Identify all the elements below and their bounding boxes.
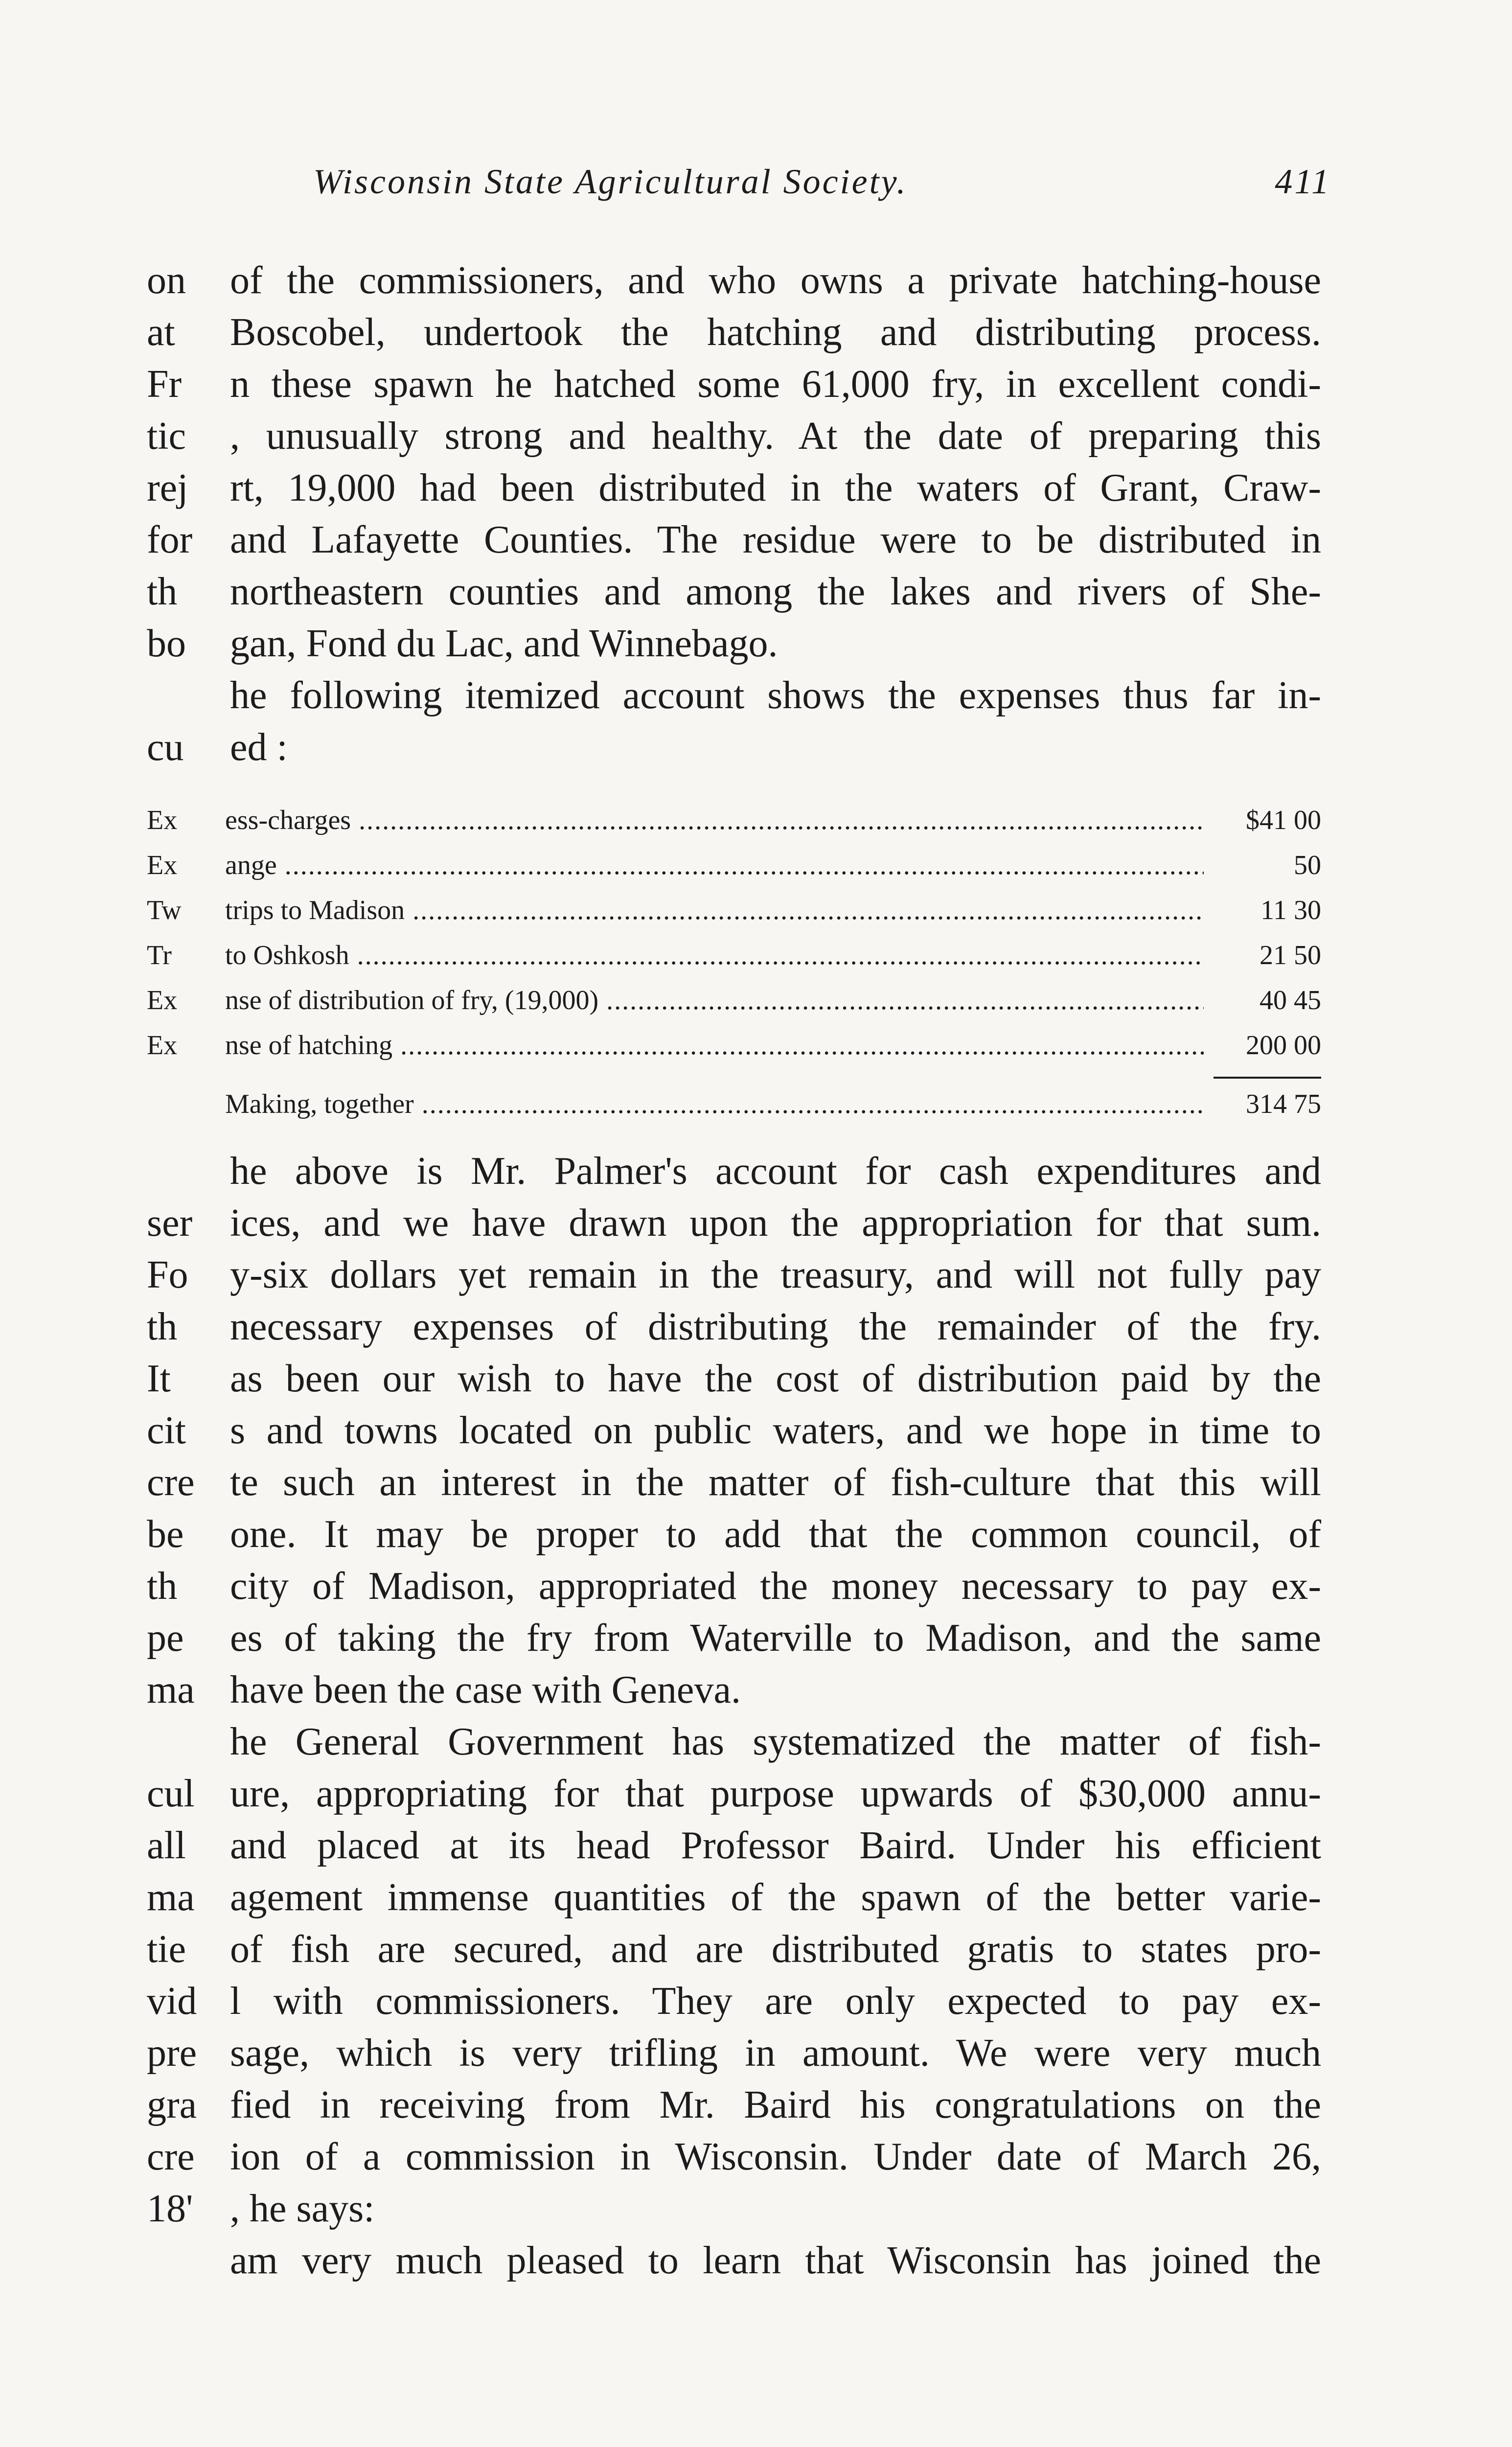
line-text: ices, and we have drawn upon the appropriation for that sum. bbox=[230, 1201, 1321, 1245]
text-line bbox=[147, 1405, 1321, 1456]
paragraph-5 bbox=[147, 2235, 1321, 2286]
expense-row bbox=[147, 1023, 1321, 1068]
line-text: of fish are secured, and are distributed gratis to states pro- bbox=[230, 1928, 1321, 1971]
line-text: fied in receiving from Mr. Baird his congratulations on the bbox=[230, 2083, 1321, 2126]
margin-fragment: for bbox=[147, 518, 193, 561]
text-line bbox=[147, 1145, 1321, 1197]
line-text: and Lafayette Counties. The residue were to be distributed in bbox=[230, 518, 1321, 561]
line-text: one. It may be proper to add that the common council, of bbox=[230, 1513, 1321, 1556]
margin-fragment: tie bbox=[147, 1928, 186, 1971]
expense-amount: 50 bbox=[1204, 843, 1321, 888]
expense-row bbox=[147, 933, 1321, 978]
paragraph-1 bbox=[147, 254, 1321, 669]
margin-fragment: Tw bbox=[147, 895, 182, 925]
margin-fragment: on bbox=[147, 259, 186, 302]
text-line bbox=[147, 358, 1321, 410]
line-text: of the commissioners, and who owns a private hatching-house bbox=[230, 259, 1321, 302]
expense-row bbox=[147, 978, 1321, 1023]
margin-fragment: vid bbox=[147, 1980, 197, 2023]
margin-fragment: Ex bbox=[147, 985, 178, 1016]
line-text: n these spawn he hatched some 61,000 fry, in excellent condi- bbox=[230, 363, 1321, 406]
text-line bbox=[147, 2027, 1321, 2079]
line-text: northeastern counties and among the lakes and rivers of She- bbox=[230, 570, 1321, 613]
margin-fragment: Tr bbox=[147, 940, 172, 970]
page-number: 411 bbox=[1275, 162, 1331, 201]
text-line bbox=[147, 721, 1321, 773]
text-line bbox=[147, 1923, 1321, 1975]
line-text: ure, appropriating for that purpose upwards of $30,000 annu- bbox=[230, 1772, 1321, 1815]
line-text: te such an interest in the matter of fish-culture that this will bbox=[230, 1461, 1321, 1504]
text-line bbox=[147, 1560, 1321, 1612]
line-text: ed : bbox=[230, 726, 288, 769]
expense-amount: $41 00 bbox=[1204, 798, 1321, 843]
margin-fragment: Fr bbox=[147, 363, 182, 406]
expense-amount: 11 30 bbox=[1204, 888, 1321, 933]
total-row bbox=[147, 1082, 1321, 1127]
text-line bbox=[147, 2183, 1321, 2235]
margin-fragment: all bbox=[147, 1824, 186, 1867]
text-line bbox=[147, 669, 1321, 721]
text-line bbox=[147, 1768, 1321, 1820]
text-line bbox=[147, 1249, 1321, 1301]
line-text: as been our wish to have the cost of distribution paid by the bbox=[230, 1357, 1321, 1400]
text-line bbox=[147, 2235, 1321, 2286]
expense-amount: 21 50 bbox=[1204, 933, 1321, 978]
margin-fragment: 18' bbox=[147, 2187, 193, 2230]
margin-fragment: be bbox=[147, 1513, 184, 1556]
text-line bbox=[147, 462, 1321, 514]
line-text: y-six dollars yet remain in the treasury, and will not fully pay bbox=[230, 1253, 1321, 1296]
margin-fragment: It bbox=[147, 1357, 171, 1400]
margin-fragment: Ex bbox=[147, 805, 178, 835]
text-line bbox=[147, 2079, 1321, 2131]
line-text: and placed at its head Professor Baird. Under his efficient bbox=[230, 1824, 1321, 1867]
paragraph-3 bbox=[147, 1145, 1321, 1716]
expense-label: nse of distribution of fry, (19,000) ..... bbox=[225, 978, 1204, 1023]
margin-fragment: Ex bbox=[147, 850, 178, 880]
margin-fragment: cul bbox=[147, 1772, 195, 1815]
margin-fragment: tic bbox=[147, 415, 186, 458]
expense-row bbox=[147, 843, 1321, 888]
line-text: ion of a commission in Wisconsin. Under date of March 26, bbox=[230, 2135, 1321, 2178]
margin-fragment: ma bbox=[147, 1876, 195, 1919]
expense-total bbox=[147, 1082, 1321, 1127]
expense-label: nse of hatching ..... bbox=[225, 1023, 1204, 1068]
paragraph-4 bbox=[147, 1716, 1321, 2235]
text-line bbox=[147, 1456, 1321, 1508]
margin-fragment: cit bbox=[147, 1409, 186, 1452]
text-line bbox=[147, 1664, 1321, 1716]
line-text: gan, Fond du Lac, and Winnebago. bbox=[230, 622, 778, 665]
expense-table bbox=[147, 798, 1321, 1068]
text-line bbox=[147, 410, 1321, 462]
expense-row bbox=[147, 798, 1321, 843]
margin-fragment: ser bbox=[147, 1201, 193, 1245]
text-line bbox=[147, 254, 1321, 306]
text-line bbox=[147, 306, 1321, 358]
text-line bbox=[147, 1975, 1321, 2027]
paragraph-2 bbox=[147, 669, 1321, 773]
line-text: city of Madison, appropriated the money necessary to pay ex- bbox=[230, 1565, 1321, 1608]
margin-fragment: pe bbox=[147, 1616, 184, 1660]
total-amount: 314 75 bbox=[1204, 1082, 1321, 1127]
line-text: es of taking the fry from Waterville to Madison, and the same bbox=[230, 1616, 1321, 1660]
margin-fragment: th bbox=[147, 1565, 178, 1608]
text-line bbox=[147, 1871, 1321, 1923]
line-text: he above is Mr. Palmer's account for cash expenditures and bbox=[230, 1150, 1321, 1193]
line-text: he following itemized account shows the expenses thus far in- bbox=[230, 674, 1321, 717]
text-line bbox=[147, 2131, 1321, 2183]
margin-fragment: bo bbox=[147, 622, 186, 665]
line-text: am very much pleased to learn that Wisconsin has joined the bbox=[230, 2239, 1321, 2282]
line-text: he General Government has systematized the matter of fish- bbox=[230, 1720, 1321, 1763]
line-text: Boscobel, undertook the hatching and distributing process. bbox=[230, 311, 1321, 354]
margin-fragment: rej bbox=[147, 466, 188, 509]
text-line bbox=[147, 1197, 1321, 1249]
margin-fragment: cre bbox=[147, 2135, 195, 2178]
expense-label: ange ..... bbox=[225, 843, 1204, 888]
expense-label: trips to Madison ..... bbox=[225, 888, 1204, 933]
line-text: , he says: bbox=[230, 2187, 375, 2230]
line-text: necessary expenses of distributing the remainder of the fry. bbox=[230, 1305, 1321, 1348]
text-line bbox=[147, 1612, 1321, 1664]
expense-amount: 40 45 bbox=[1204, 978, 1321, 1023]
expense-amount: 200 00 bbox=[1204, 1023, 1321, 1068]
expense-row bbox=[147, 888, 1321, 933]
margin-fragment: Ex bbox=[147, 1030, 178, 1061]
text-line bbox=[147, 1508, 1321, 1560]
sum-rule bbox=[1214, 1077, 1321, 1079]
text-line bbox=[147, 566, 1321, 618]
margin-fragment: gra bbox=[147, 2083, 197, 2126]
running-header bbox=[313, 162, 1331, 220]
margin-fragment: ma bbox=[147, 1668, 195, 1711]
margin-fragment: Fo bbox=[147, 1253, 188, 1296]
text-line bbox=[147, 1716, 1321, 1768]
line-text: , unusually strong and healthy. At the date of preparing this bbox=[230, 415, 1321, 458]
margin-fragment: at bbox=[147, 311, 175, 354]
line-text: l with commissioners. They are only expected to pay ex- bbox=[230, 1980, 1321, 2023]
text-line bbox=[147, 1301, 1321, 1353]
line-text: sage, which is very trifling in amount. We were very much bbox=[230, 2031, 1321, 2075]
line-text: s and towns located on public waters, and we hope in time to bbox=[230, 1409, 1321, 1452]
text-line bbox=[147, 1820, 1321, 1871]
text-line bbox=[147, 1353, 1321, 1405]
margin-fragment: cu bbox=[147, 726, 184, 769]
margin-fragment: th bbox=[147, 570, 178, 613]
text-line bbox=[147, 514, 1321, 566]
margin-fragment: cre bbox=[147, 1461, 195, 1504]
text-line bbox=[147, 618, 1321, 669]
line-text: have been the case with Geneva. bbox=[230, 1668, 741, 1711]
margin-fragment: th bbox=[147, 1305, 178, 1348]
total-label: Making, together ..... bbox=[225, 1082, 1204, 1127]
margin-fragment: pre bbox=[147, 2031, 197, 2075]
running-title: Wisconsin State Agricultural Society. bbox=[313, 162, 908, 201]
line-text: rt, 19,000 had been distributed in the waters of Grant, Craw- bbox=[230, 466, 1321, 509]
expense-label: ess-charges ..... bbox=[225, 798, 1204, 843]
expense-label: to Oshkosh ..... bbox=[225, 933, 1204, 978]
line-text: agement immense quantities of the spawn of the better varie- bbox=[230, 1876, 1321, 1919]
